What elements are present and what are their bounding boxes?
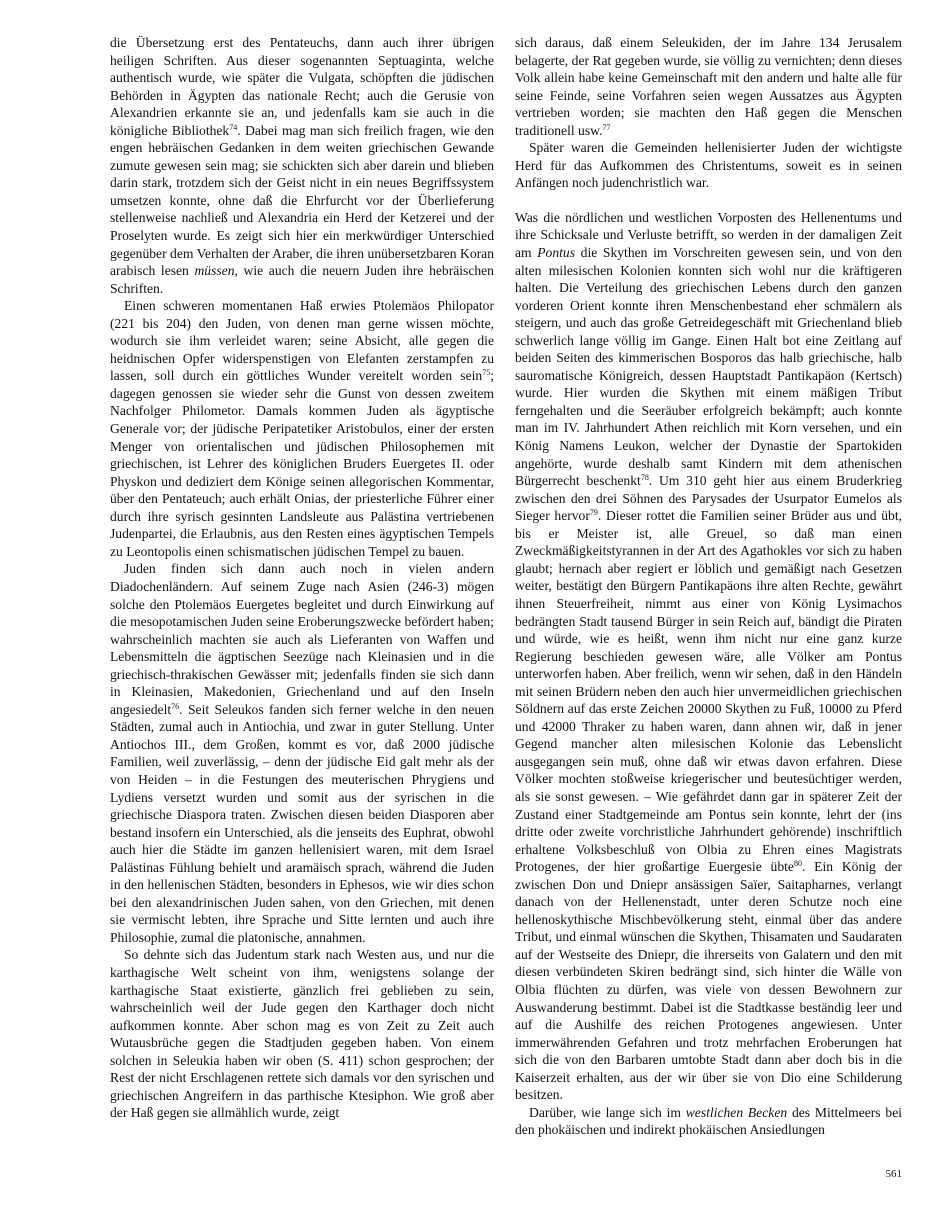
paragraph: So dehnte sich das Judentum stark nach Westen aus, und nur die karthagische Welt scheint von ihm, wenigstens solange der karthagische Staat existierte, gänzlich frei geblieben zu sein, wahrscheinlich weil der Jude gegen den Karthager doch nicht aufkommen konnte. Aber schon mag es von Zeit zu Zeit auch Wutausbrüche gegen die Stadtjuden gegeben haben. Von einem solchen in Seleukia haben wir oben (S. 411) schon gesprochen; der Rest der nicht Erschlagenen rettete sich damals vor den syrischen und griechischen Angreifern in das parthische Ktesiphon. Wie groß aber der Haß gegen sie allmählich wurde, zeigt (110, 947, 494, 1121)
footnote-ref: 79 (589, 508, 598, 518)
paragraph: Später waren die Gemeinden hellenisierter Juden der wichtigste Herd für das Aufkommen des Christentums, soweit es in seinen Anfängen noch judenchristlich war. (515, 140, 902, 191)
footnote-ref: 80 (793, 859, 802, 869)
paragraph: Juden finden sich dann auch noch in vielen andern Diadochenländern. Auf seinem Zuge nach Asien (246-3) mögen solche den Ptolemäos Euergetes begleitet und durch Einwirkung auf die mesopotamischen Juden seine Eroberungszwecke befördert haben; wahrscheinlich machten sie auch als Lieferanten von Waffen und Lebensmitteln die ägptischen Seezüge nach Kleinasien und in die griechisch-thrakischen Gewässer mit; jedenfalls finden sie sich dann in Kleinasien, Makedonien, Griechenland und auf den Inseln angesiedelt$^{76}$. Seit Seleukos fanden sich ferner welche in den neuen Städten, zumal auch in Antiochia, und zwar in guter Stellung. Unter Antiochos III., dem Großen, kommt es vor, daß 2000 jüdische Familien, weil zuverlässig, – denn der jüdische Eid galt mehr als der von Heiden – in die Festungen des meuterischen Phrygiens und Lydiens versetzt wurden und somit aus der syrischen in die griechische Diaspora traten. Zwischen diesen beiden Diasporen aber bestand insofern ein Unterschied, als die jenseits des Euphrat, obwohl auch hier die Städte im ganzen hellenisiert waren, mit dem Israel Palästinas Fühlung behielt und aramäisch sprach, während die Juden in den hellenischen Städten, besonders in Ephesos, wie wir dies schon bei den alexandrinischen Juden sahen, von den Griechen, mit denen sie vermischt lebten, ihre Sprache und Sitte lernten und auch ihre Philosophie, zumal die platonische, annahmen. (110, 561, 494, 945)
footnote-ref: 77 (602, 122, 611, 132)
footnote-ref: 75 (482, 368, 491, 378)
page-number: 561 (885, 1168, 902, 1180)
left-column (110, 34, 494, 1122)
section-paragraph: Was die nördlichen und westlichen Vorposten des Hellenentums und ihre Schicksale und Verluste betrifft, so werden in der damaligen Zeit am Pontus die Skythen im Vorschreiten gewesen sein, und von den alten milesischen Kolonien konnten sich wohl nur die kräftigeren halten. Die Verteilung des griechischen Lebens durch den ganzen vorderen Orient konnte ihren Menschenbestand eher schmälern als steigern, und auch das große Getreidegeschäft mit Griechenland blieb schwerlich lange völlig im Gange. Einen Halt bot eine Zeitlang auf beiden Seiten des kimmerischen Bosporos das halb griechische, halb sauromatische Königreich, dessen Hauptstadt Pantikapäon (Kertsch) wurde. Hier wurden die Skythen mit einem mäßigen Tribut ferngehalten und die Seeräuber erfolgreich bekämpft; auch konnte man im IV. Jahrhundert Athen reichlich mit Korn versehen, und ein König Namens Leukon, welcher der Dynastie der Spartokiden angehörte, wurde deshalb samt Kindern mit dem athenischen Bürgerrecht beschenkt$^{78}$. Um 310 geht hier aus einem Bruderkrieg zwischen den drei Söhnen des Parysades der Usurpator Eumelos als Sieger hervor$^{79}$. Dieser rottet die Familien seiner Brüder aus und übt, bis er Meister ist, alle Greuel, so daß man einen Zweckmäßigkeitstyrannen in der Art des Agathokles vor sich zu haben glaubt; hernach aber regiert er löblich und gemäßigt nach Gesetzen weiter, bestätigt den Bürgern Pantikapäons ihre alten Rechte, gewährt ihnen Steuerfreiheit, nimmt aus einer von König Lysimachos bedrängten Stadt tausend Bürger in sein Reich auf, bändigt die Piraten und würde, wie es heißt, wenn ihm nicht nur eine ganz kurze Regierung beschieden gewesen wäre, alle Völker am Pontus unterworfen haben. Aber freilich, wenn wir sehen, daß in den Händeln mit seinen Brüdern neben den auch hier unvermeidlichen griechischen Söldnern auf das erste Zeichen 20000 Skythen zu Fuß, 10000 zu Pferd und 42000 Thraker zu haben waren, dann ahnen wir, daß in jener Gegend mancher alten milesischen Kolonie das Lebenslicht ausgegangen sein muß, ohne daß wir etwas davon erfahren. Diese Völker mochten stoßweise kriegerischer und beutesüchtiger werden, als sie sonst gewesen. – Wie gefährdet dann gar in späterer Zeit der Zustand einer Stadtgemeinde am Pontus sein konnte, lehrt der (ins dritte oder zweite vorchristliche Jahrhundert gehörende) inschriftlich erhaltene Volksbeschluß von Olbia zu Ehren eines Magistrats Protogenes, der hier großartige Euergesie übte$^{80}$. Ein König der zwischen Don und Dniepr ansässigen Saïer, Saitapharnes, verlangt danach von der Hellenenstadt, unter deren Schutze noch eine hellenoskythische Mischbevölkerung steht, einmal über das andere Tribut, und einmal wünschen die Skythen, Thisamaten und Saudaraten auf der Westseite des Dniepr, die ihrerseits von Galatern und den mit diesen verbündeten Skiren bedrängt sind, sich hinter die Wälle von Olbia flüchten zu dürfen, was viele von dessen Bewohnern zur Auswanderung bestimmt. Dabei ist die Stadtkasse beständig leer und auf die Aushilfe des reichen Protogenes angewiesen. Unter immerwährenden Gefahren und trotz mehrfachen Eroberungen hat sich die von den Barbaren umtobte Stadt dann aber doch bis in die Kaiserzeit erhalten, aus der wir über sie von Dio eine Schilderung besitzen. (515, 209, 902, 1103)
right-column (515, 34, 902, 1139)
paragraph: die Übersetzung erst des Pentateuchs, dann auch ihrer übrigen heiligen Schriften. Aus dieser sogenannten Septuaginta, welche authentisch wurde, wie später die Vulgata, schöpften die jüdischen Behörden in Ägypten das nationale Recht; auch die Gerusie von Alexandrien erkannte sie an, und jedenfalls kam sie auch in die königliche Bibliothek$^{74}$. Dabei mag man sich freilich fragen, wie den engen hebräischen Gedanken in dem weiten griechischen Gewande zumute gewesen sein mag; sie schickten sich aber darein und blieben darin stark, trotzdem sich der Geist nicht in ein neues Begriffssystem umsetzen konnte, ohne daß die Ehrfurcht vor der Überlieferung stellenweise nachließ und Alexandria ein Herd der Ketzerei und der Proselyten wurde. Es zeigt sich hier ein merkwürdiger Unterschied gegenüber dem Verhalten der Araber, die ihren unübersetzbaren Koran arabisch lesen müssen, wie auch die neuern Juden ihre hebräischen Schriften. (110, 35, 494, 296)
paragraph: Darüber, wie lange sich im westlichen Becken des Mittelmeers bei den phokäischen und indirekt phokäischen Ansiedlungen (515, 1104, 903, 1138)
paragraph: sich daraus, daß einem Seleukiden, der im Jahre 134 Jerusalem belagerte, der Rat gegeben wurde, sie völlig zu vernichten; denn dieses Volk allein habe keine Gemeinschaft mit den andern und halte alle für seine Feinde, seine Vorfahren seien wegen Aussatzes aus Ägypten vertrieben worden; sie machten den Haß gegen die Menschen traditionell usw.$^{77}$ (515, 35, 902, 138)
paragraph: Einen schweren momentanen Haß erwies Ptolemäos Philopator (221 bis 204) den Juden, von denen man gerne wissen möchte, wodurch sie ihm verleidet waren; seine Absicht, alle gegen die heidnischen Opfer widerspenstigen von Elefanten zerstampfen zu lassen, soll durch ein göttliches Wunder vereitelt worden sein$^{75}$; dagegen genossen sie wieder sehr die Gunst von dessen zweitem Nachfolger Philometor. Damals kommen Juden als ägyptische Generale vor; der jüdische Peripatetiker Aristobulos, einer der ersten Menger von orientalischen und jüdischen Philosophemen mit griechischen, ist Lehrer des königlichen Bruders Euergetes II. oder Physkon und dediziert dem Könige seinen allegorischen Kommentar, über den Pentateuch; auch erhält Onias, der priesterliche Führer einer durch ihre syrisch gesinnten Landsleute aus Palästina vertriebenen Judenpartei, die Erlaubnis, aus den Resten eines ägyptischen Tempels zu Leontopolis einen schismatischen jüdischen Tempel zu bauen. (110, 298, 494, 559)
footnote-ref: 76 (171, 701, 180, 711)
footnote-ref: 78 (640, 473, 649, 483)
footnote-ref: 74 (229, 122, 238, 132)
